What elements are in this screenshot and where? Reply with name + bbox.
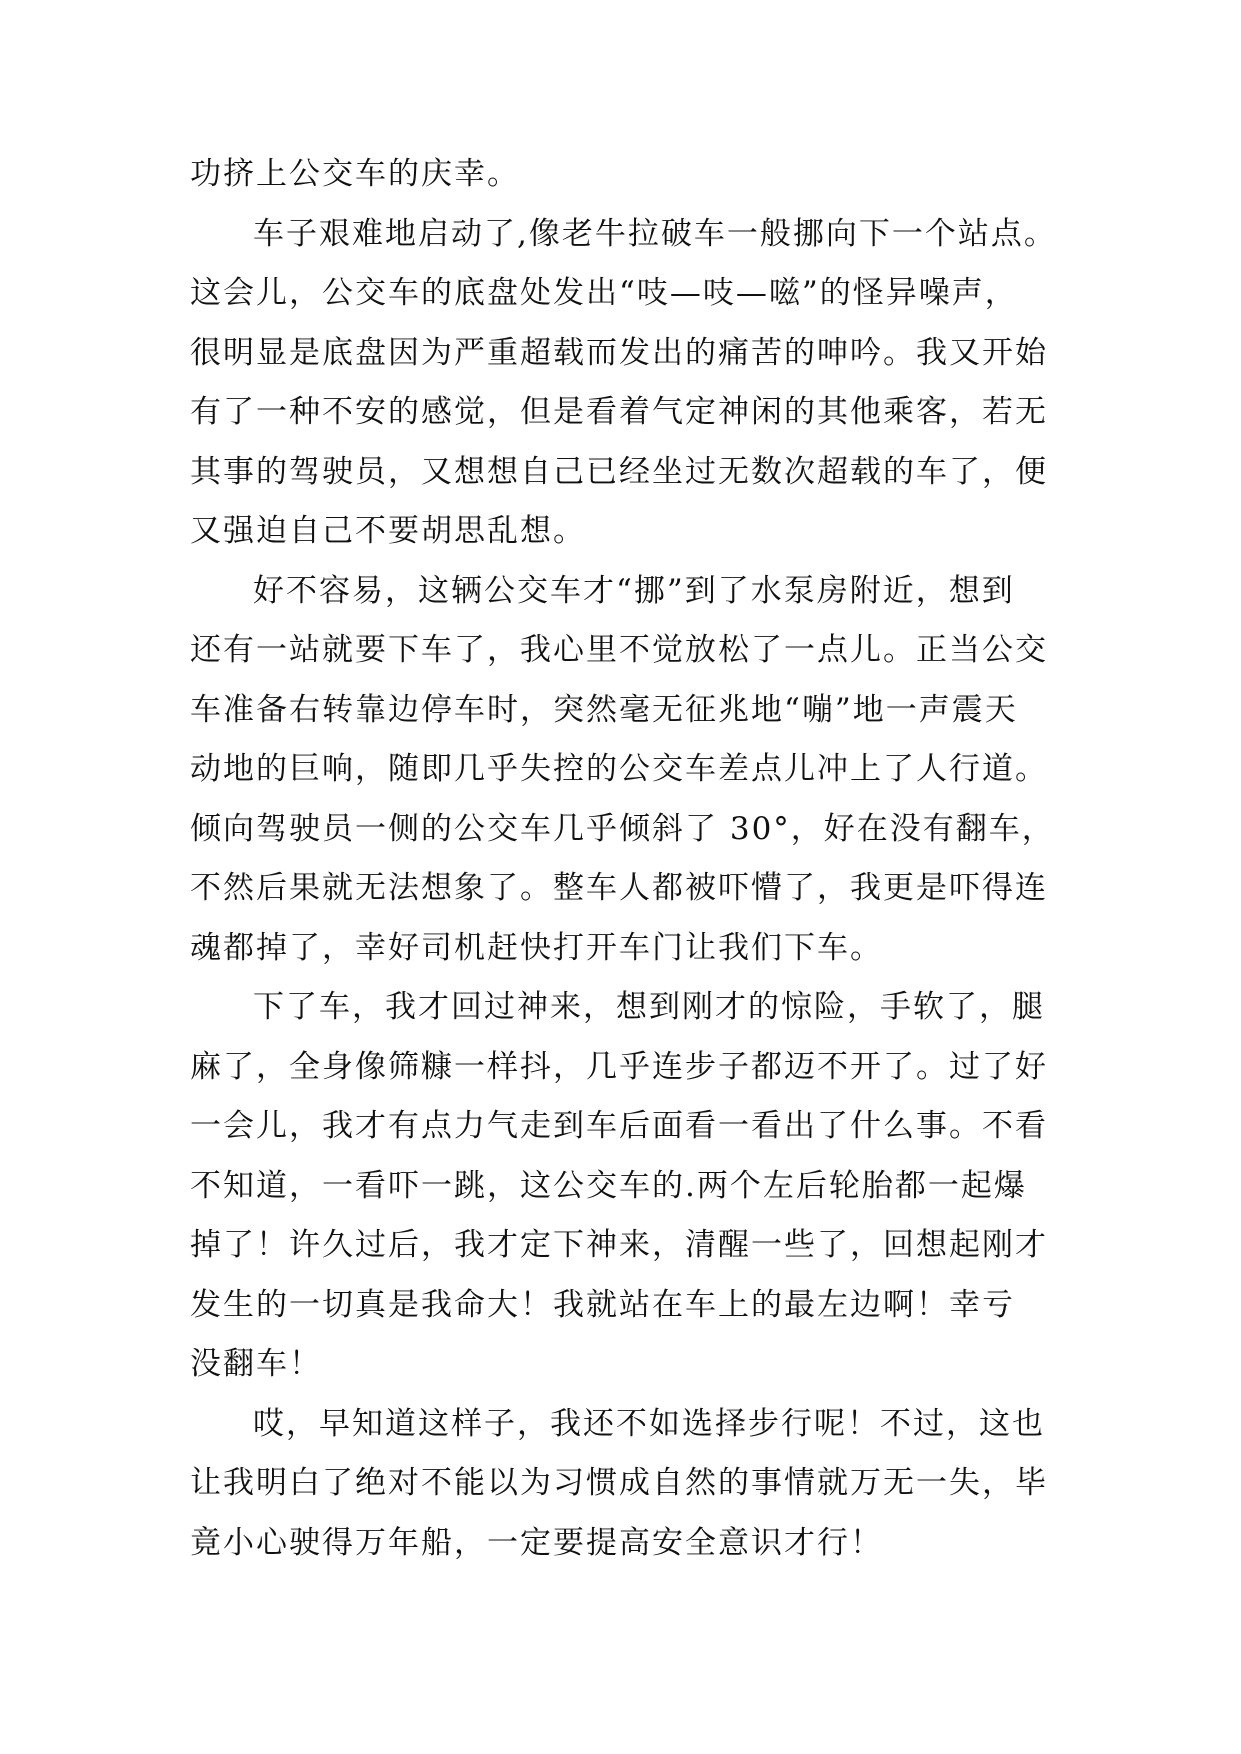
text-line: 一会儿，我才有点力气走到车后面看一看出了什么事。不看 (190, 1108, 1048, 1144)
text-line: 麻了，全身像筛糠一样抖，几乎连步子都迈不开了。过了好 (190, 1048, 1048, 1085)
text-line: 又强迫自己不要胡思乱想。 (190, 513, 586, 549)
text-line: 掉了！许久过后，我才定下神来，清醒一些了，回想起刚才 (190, 1227, 1048, 1263)
text-line: 功挤上公交车的庆幸。 (190, 156, 520, 192)
text-line: 下了车，我才回过神来，想到刚才的惊险，手软了，腿 (253, 989, 1045, 1025)
text-line: 没翻车！ (190, 1346, 322, 1382)
text-line: 发生的一切真是我命大！我就站在车上的最左边啊！幸亏 (190, 1286, 1015, 1323)
text-line: 车子艰难地启动了,像老牛拉破车一般挪向下一个站点。 (253, 215, 1057, 252)
text-line: 哎，早知道这样子，我还不如选择步行呢！不过，这也 (253, 1405, 1045, 1442)
text-line: 不知道，一看吓一跳，这公交车的.两个左后轮胎都一起爆 (190, 1167, 1027, 1204)
text-line: 让我明白了绝对不能以为习惯成自然的事情就万无一失，毕 (190, 1465, 1048, 1501)
body-text (190, 145, 1070, 1573)
text-line: 动地的巨响，随即几乎失控的公交车差点儿冲上了人行道。 (190, 751, 1048, 787)
text-line: 不然后果就无法想象了。整车人都被吓懵了，我更是吓得连 (190, 870, 1048, 906)
text-line: 倾向驾驶员一侧的公交车几乎倾斜了 30°，好在没有翻车， (190, 810, 1055, 847)
text-line: 还有一站就要下车了，我心里不觉放松了一点儿。正当公交 (190, 632, 1048, 668)
text-line: 车准备右转靠边停车时，突然毫无征兆地“嘣”地一声震天 (190, 691, 1018, 728)
text-line: 有了一种不安的感觉，但是看着气定神闲的其他乘客，若无 (190, 394, 1048, 430)
text-line: 这会儿，公交车的底盘处发出“吱—吱—嗞”的怪异噪声， (190, 275, 1018, 311)
text-line: 竟小心驶得万年船，一定要提高安全意识才行！ (190, 1524, 883, 1561)
text-line: 魂都掉了，幸好司机赶快打开车门让我们下车。 (190, 929, 883, 966)
text-line: 好不容易，这辆公交车才“挪”到了水泵房附近，想到 (253, 572, 1015, 609)
text-line: 很明显是底盘因为严重超载而发出的痛苦的呻吟。我又开始 (190, 334, 1048, 371)
text-line: 其事的驾驶员，又想想自己已经坐过无数次超载的车了，便 (190, 453, 1048, 490)
